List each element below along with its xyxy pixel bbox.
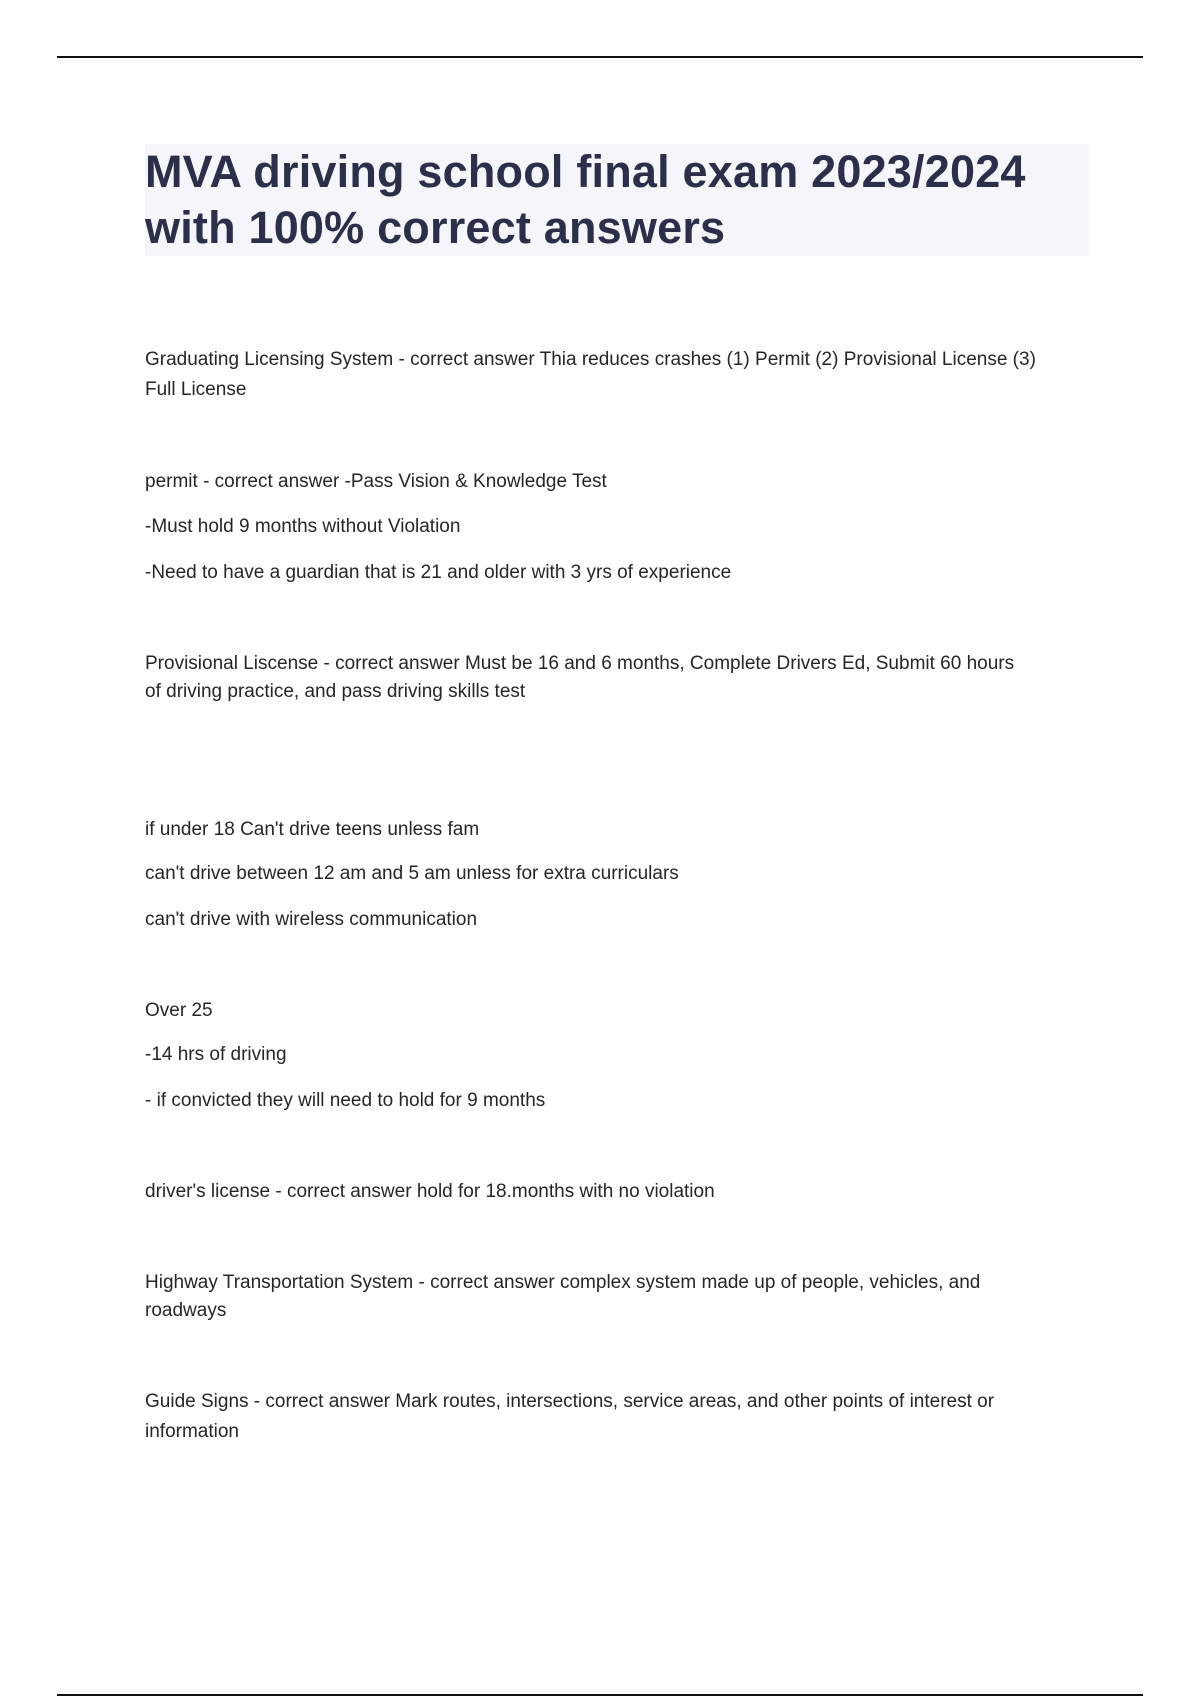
page-title bbox=[145, 144, 1089, 256]
bottom-rule bbox=[57, 1694, 1143, 1696]
title-line-2: with 100% correct answers bbox=[145, 202, 726, 253]
entry-over-25: Over 25 bbox=[145, 1000, 213, 1021]
entry-curfew: can't drive between 12 am and 5 am unless for extra curriculars bbox=[145, 863, 679, 884]
title-line-1: MVA driving school final exam 2023/2024 bbox=[145, 146, 1026, 197]
entry-guide-signs-line-1: Guide Signs - correct answer Mark routes, intersections, service areas, and other points of interest or bbox=[145, 1391, 995, 1412]
entry-highway-system-line-1: Highway Transportation System - correct answer complex system made up of people, vehicles, and bbox=[145, 1272, 981, 1293]
entry-permit: permit - correct answer -Pass Vision & Knowledge Test bbox=[145, 471, 607, 492]
entry-guide-signs-line-2: information bbox=[145, 1421, 239, 1442]
entry-permit-hold: -Must hold 9 months without Violation bbox=[145, 516, 461, 537]
entry-convicted: - if convicted they will need to hold for 9 months bbox=[145, 1090, 546, 1111]
entry-provisional-line-2: of driving practice, and pass driving skills test bbox=[145, 681, 526, 702]
title-block bbox=[145, 144, 1089, 256]
entry-graduating-licensing-line-2: Full License bbox=[145, 379, 247, 400]
entry-permit-guardian: -Need to have a guardian that is 21 and older with 3 yrs of experience bbox=[145, 562, 732, 583]
entry-graduating-licensing-line-1: Graduating Licensing System - correct answer Thia reduces crashes (1) Permit (2) Provisional License (3) bbox=[145, 349, 1036, 370]
top-rule bbox=[57, 56, 1143, 58]
entry-provisional-line-1: Provisional Liscense - correct answer Must be 16 and 6 months, Complete Drivers Ed, Submit 60 hours bbox=[145, 653, 1015, 674]
entry-under-18: if under 18 Can't drive teens unless fam bbox=[145, 819, 480, 840]
entry-highway-system-line-2: roadways bbox=[145, 1300, 227, 1321]
entry-driving-hours: -14 hrs of driving bbox=[145, 1044, 287, 1065]
entry-drivers-license: driver's license - correct answer hold for 18.months with no violation bbox=[145, 1181, 715, 1202]
entry-wireless: can't drive with wireless communication bbox=[145, 909, 478, 930]
